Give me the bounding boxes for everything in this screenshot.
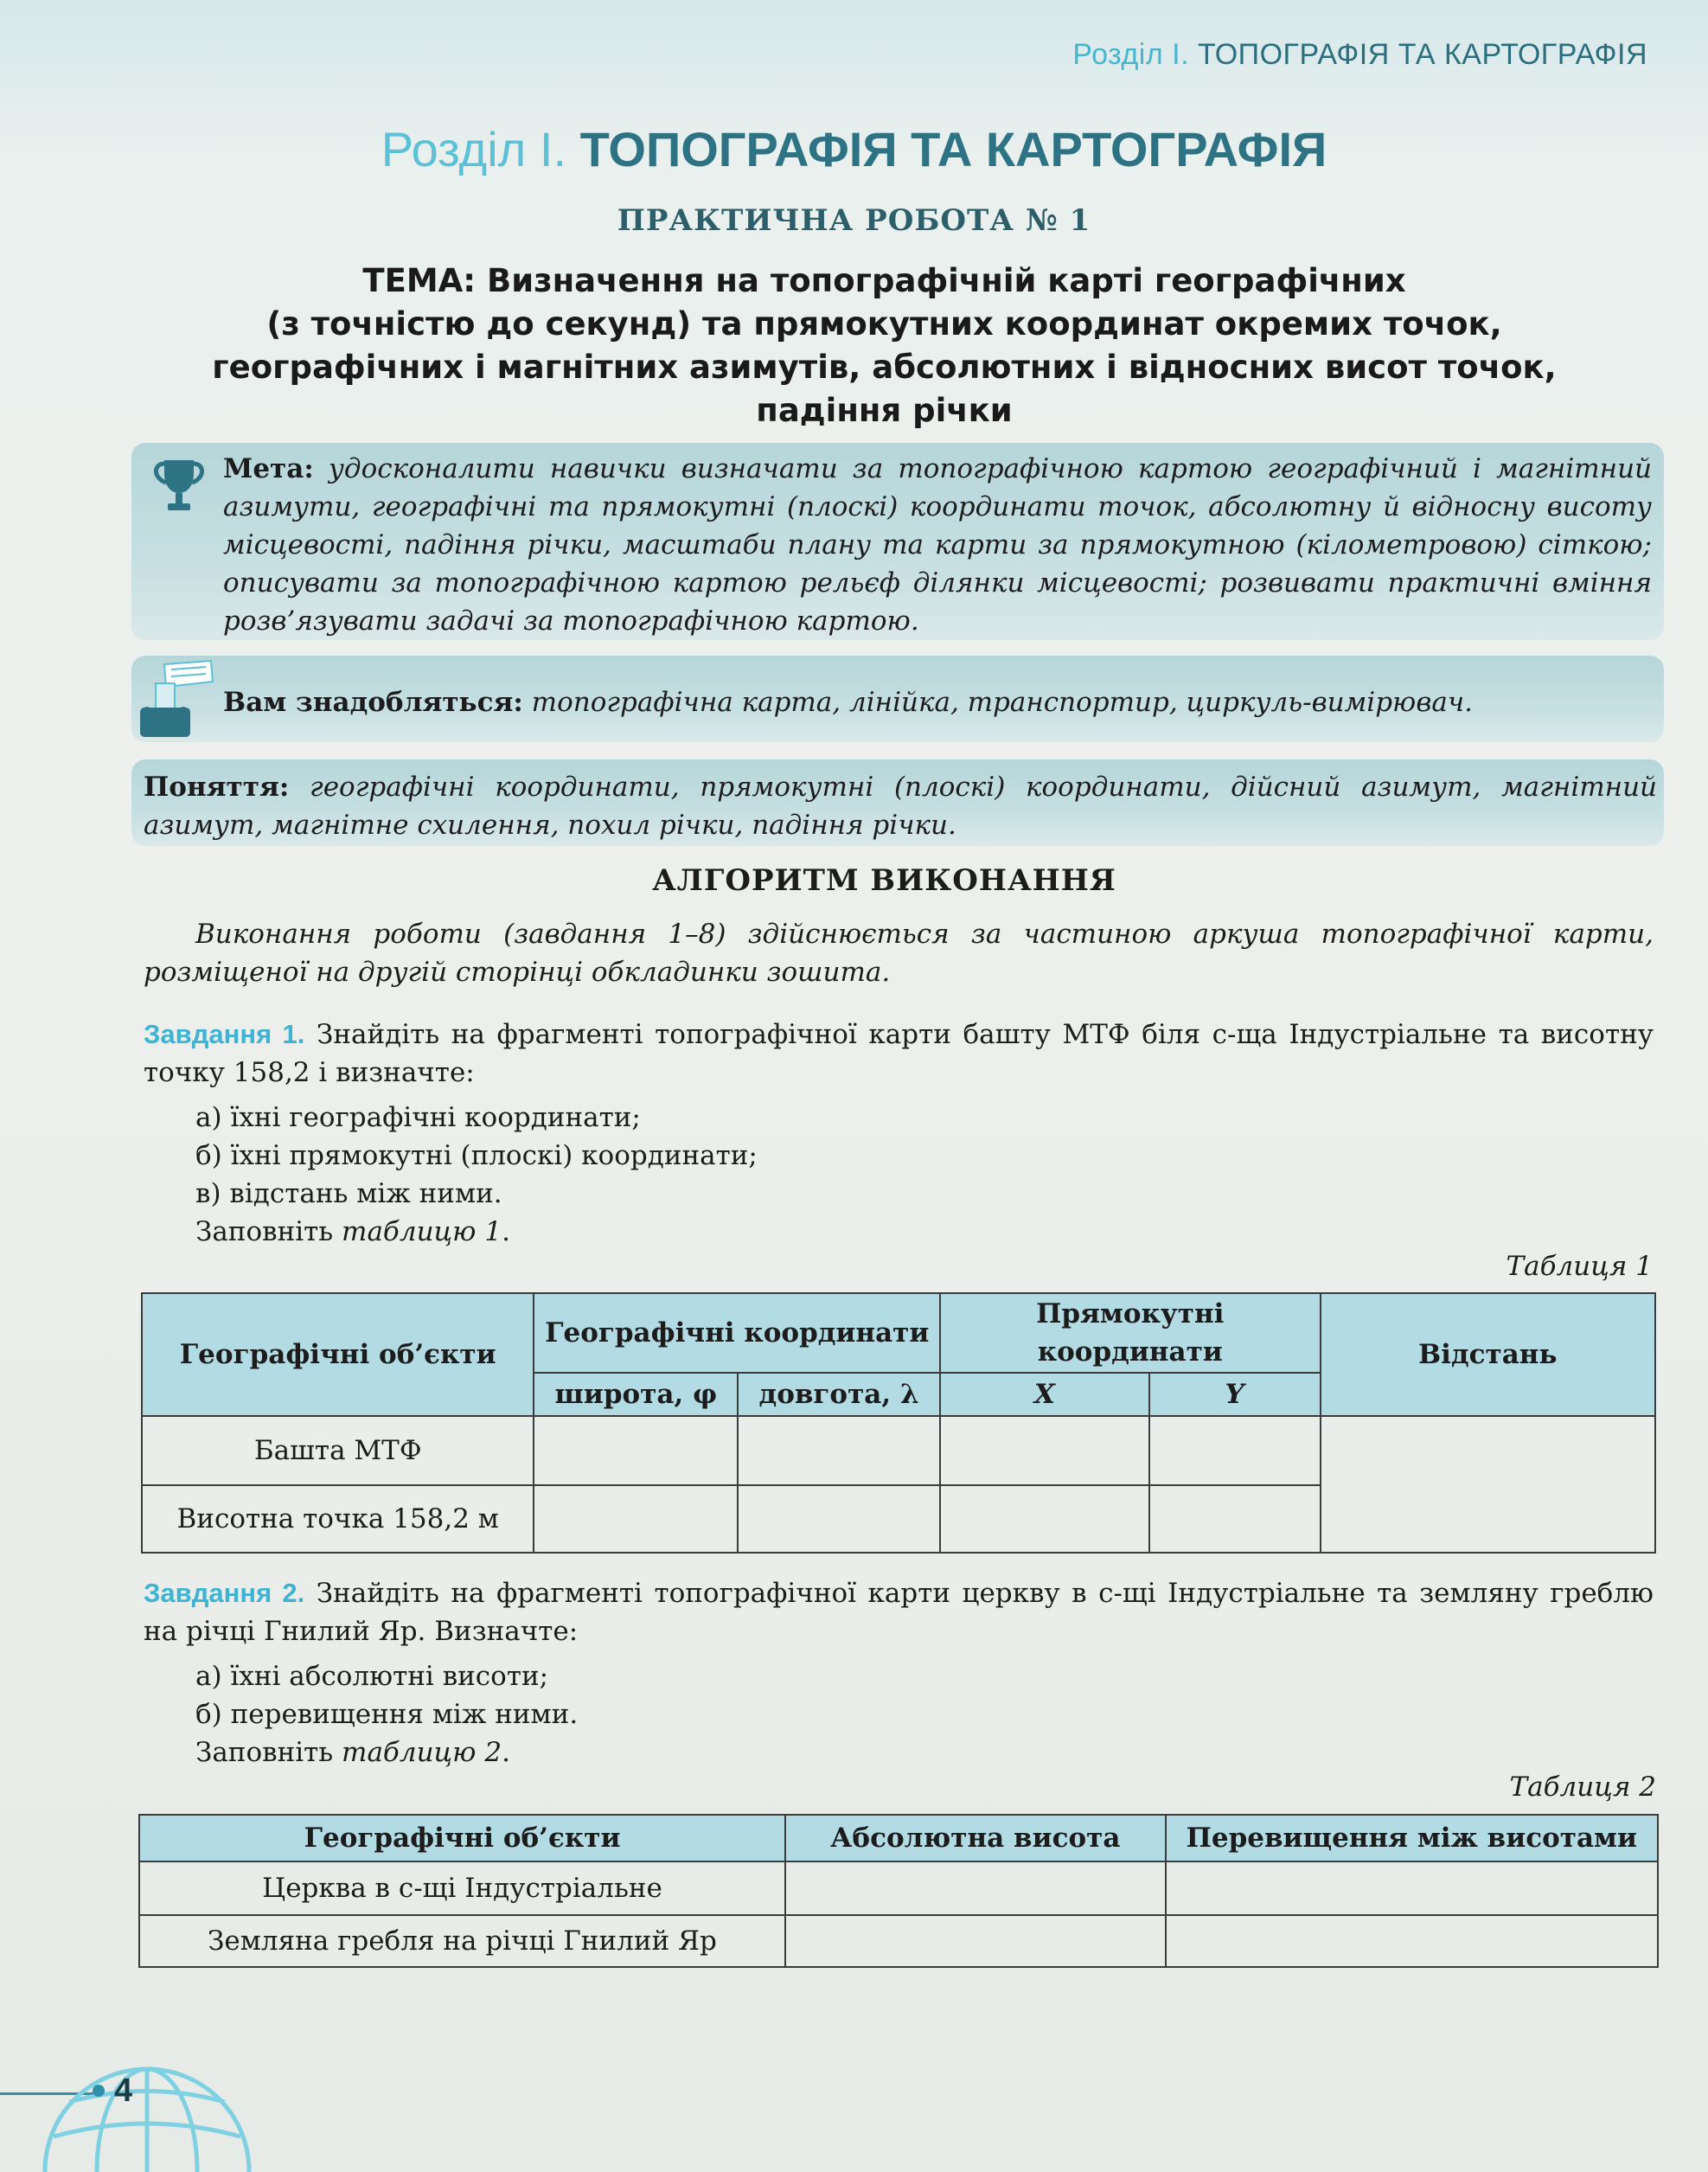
table-2-header-altitude: Абсолютна висота	[785, 1815, 1166, 1861]
table-1-distance-cell[interactable]	[1321, 1416, 1656, 1553]
tools-icon	[137, 657, 216, 744]
table-1-header-lat: широта, φ	[534, 1373, 738, 1416]
goal-label: Мета:	[223, 453, 314, 484]
task-2	[144, 1574, 1654, 1650]
concepts-body: географічні координати, прямокутні (плоскі) координати, дійсний азимут, магнітний азимут, магнітне схилення, похил річки, падіння річки.	[144, 772, 1658, 841]
trophy-icon	[145, 457, 213, 514]
table-1-header-rect: Прямокутні координати	[940, 1293, 1320, 1373]
section-title	[0, 121, 1708, 177]
table-cell[interactable]	[785, 1915, 1166, 1967]
task-2-item-a: а) їхні абсолютні висоти;	[195, 1661, 549, 1692]
task-2-list	[195, 1657, 578, 1772]
concepts-text	[144, 768, 1657, 844]
task-1-item-a: а) їхні географічні координати;	[195, 1102, 641, 1133]
goal-text	[223, 450, 1652, 640]
table-1-header-lon: довгота, λ	[738, 1373, 940, 1416]
table-1-header-geo: Географічні координати	[534, 1293, 940, 1373]
algorithm-title: АЛГОРИТМ ВИКОНАННЯ	[652, 863, 1116, 898]
table-row	[139, 1915, 1658, 1967]
section-name: ТОПОГРАФІЯ ТА КАРТОГРАФІЯ	[579, 122, 1327, 176]
table-cell[interactable]	[738, 1416, 940, 1485]
intro-paragraph: Виконання роботи (завдання 1–8) здійснюється за частиною аркуша топографічної карти, розміщеної на другій сторінці обкладинки зошита.	[144, 919, 1654, 988]
goal-body: удосконалити навички визначати за топографічною картою географічний і магнітний азимути, географічні та прямокутні (плоскі) координати точок, абсолютну й відносну висоту місцевості, падіння річки, масштаби плану та карти за прямокутною (кілометровою) сіткою; описувати за топографічною картою рельєф ділянки місцевості; розвивати практичні вміння розв’язувати задачі за топографічною картою.	[223, 453, 1652, 637]
task-2-text: Знайдіть на фрагменті топографічної карти церкву в с-щі Індустріальне та земляну греблю на річці Гнилий Яр. Визначте:	[144, 1578, 1654, 1647]
table-cell[interactable]	[940, 1416, 1149, 1485]
table-cell[interactable]	[1149, 1416, 1321, 1485]
task-1-item-c: в) відстань між ними.	[195, 1178, 502, 1209]
task-1-item-b: б) їхні прямокутні (плоскі) координати;	[195, 1140, 758, 1171]
running-head	[1072, 38, 1647, 72]
task-2-label: Завдання 2.	[144, 1578, 305, 1608]
task-1-fill-instruction	[195, 1213, 758, 1251]
table-cell[interactable]	[534, 1485, 738, 1553]
table-cell[interactable]	[738, 1485, 940, 1553]
table-1-header-y: Y	[1149, 1373, 1321, 1416]
task-1-fill-suffix: .	[502, 1216, 510, 1247]
task-1-fill-prefix: Заповніть	[195, 1216, 334, 1247]
table-cell[interactable]	[1166, 1915, 1658, 1967]
task-1-label: Завдання 1.	[144, 1019, 305, 1049]
table-cell[interactable]	[940, 1485, 1149, 1553]
table-1-header-x: X	[940, 1373, 1149, 1416]
table-2	[138, 1814, 1659, 1968]
table-1-header-distance: Відстань	[1321, 1293, 1656, 1416]
table-2-caption: Таблиця 2	[1509, 1772, 1656, 1803]
theme-line-3: географічних і магнітних азимутів, абсолютних і відносних висот точок,	[212, 349, 1557, 386]
table-1-row-1-object: Башта МТФ	[142, 1416, 534, 1485]
task-1-list	[195, 1099, 758, 1251]
table-row	[142, 1416, 1655, 1485]
theme-line-1: ТЕМА: Визначення на топографічній карті географічних	[362, 262, 1406, 299]
work-title: ПРАКТИЧНА РОБОТА № 1	[617, 203, 1091, 238]
table-2-row-1-object: Церква в с-щі Індустріальне	[139, 1861, 785, 1915]
theme-heading	[156, 259, 1613, 432]
table-cell[interactable]	[785, 1861, 1166, 1915]
table-1-caption: Таблиця 1	[1506, 1251, 1653, 1282]
tools-text	[223, 683, 1652, 721]
table-1-row-2-object: Висотна точка 158,2 м	[142, 1485, 534, 1553]
tools-label: Вам знадобляться:	[223, 687, 523, 718]
section-prefix: Розділ І.	[381, 122, 567, 176]
table-cell[interactable]	[1149, 1485, 1321, 1553]
task-1-text: Знайдіть на фрагменті топографічної карти башту МТФ біля с-ща Індустріальне та висотну точку 158,2 і визначте:	[144, 1019, 1654, 1088]
table-1-header-objects: Географічні об’єкти	[142, 1293, 534, 1416]
task-2-fill-ref: таблицю 2	[342, 1737, 502, 1768]
task-2-fill-prefix: Заповніть	[195, 1737, 334, 1768]
table-2-header-objects: Географічні об’єкти	[139, 1815, 785, 1861]
table-cell[interactable]	[1166, 1861, 1658, 1915]
task-2-fill-suffix: .	[502, 1737, 510, 1768]
task-2-item-b: б) перевищення між ними.	[195, 1699, 579, 1730]
table-2-row-2-object: Земляна гребля на річці Гнилий Яр	[139, 1915, 785, 1967]
running-head-prefix: Розділ І.	[1072, 38, 1190, 71]
globe-icon	[35, 2041, 259, 2172]
table-2-header-difference: Перевищення між висотами	[1166, 1815, 1658, 1861]
table-row	[139, 1861, 1658, 1915]
tools-body: топографічна карта, лінійка, транспортир, циркуль-вимірювач.	[531, 687, 1473, 718]
task-1	[144, 1016, 1654, 1092]
task-1-fill-ref: таблицю 1	[342, 1216, 502, 1247]
theme-line-4: падіння річки	[756, 392, 1013, 429]
table-cell[interactable]	[534, 1416, 738, 1485]
theme-line-2: (з точністю до секунд) та прямокутних координат окремих точок,	[266, 305, 1502, 343]
table-1	[141, 1292, 1656, 1554]
running-head-title: ТОПОГРАФІЯ ТА КАРТОГРАФІЯ	[1197, 38, 1647, 71]
concepts-label: Поняття:	[144, 772, 290, 803]
page-number: 4	[114, 2073, 133, 2109]
task-2-fill-instruction	[195, 1733, 578, 1772]
